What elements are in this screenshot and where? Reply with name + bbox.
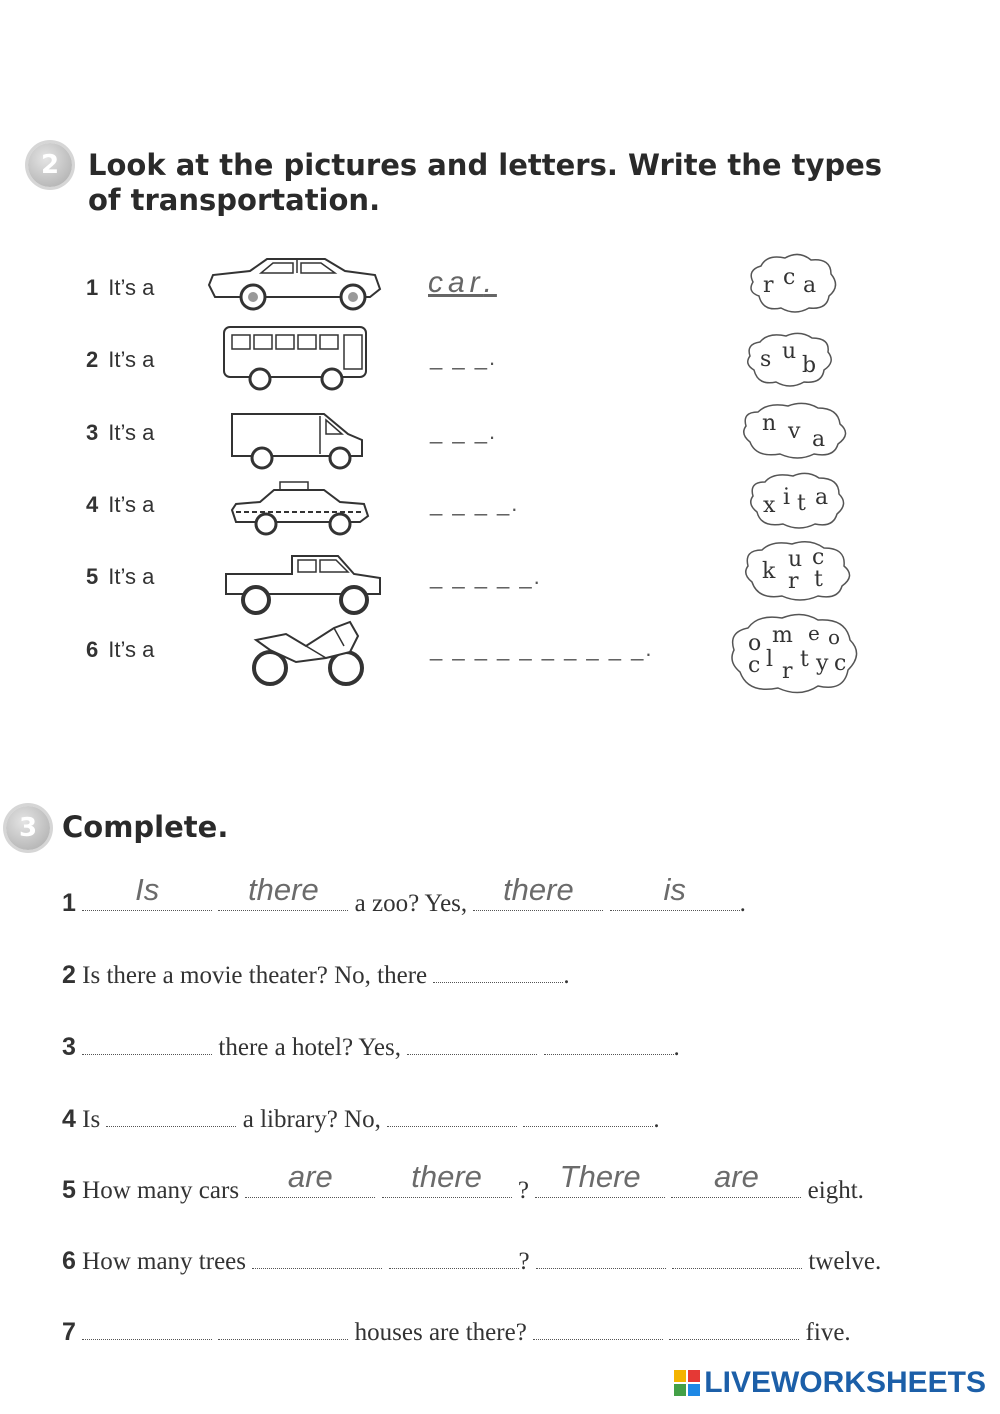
svg-text:a: a: [815, 485, 829, 510]
letter-cloud-6: [726, 612, 866, 700]
q4-blank-1[interactable]: [106, 1102, 236, 1127]
row-3-label: 3 It’s a: [86, 420, 155, 445]
svg-text:t: t: [800, 647, 809, 672]
row-1-answer: car.: [428, 266, 497, 299]
section-2-title: [88, 148, 882, 218]
svg-text:a: a: [812, 427, 826, 452]
q3-blank-1[interactable]: [82, 1030, 212, 1055]
q7-blank-2[interactable]: [218, 1315, 348, 1340]
svg-text:r: r: [788, 569, 799, 594]
svg-text:o: o: [828, 625, 841, 649]
car-icon: [205, 255, 383, 313]
letter-cloud-3: [738, 400, 854, 462]
q5-blank-4[interactable]: are: [671, 1173, 801, 1198]
svg-text:e: e: [808, 621, 820, 645]
q6-blank-3[interactable]: [536, 1244, 666, 1269]
row-4-label: 4 It’s a: [86, 492, 155, 517]
q7-blank-3[interactable]: [533, 1315, 663, 1340]
row-5-blanks[interactable]: _ _ _ _ _.: [430, 564, 542, 589]
van-icon: [228, 406, 368, 470]
svg-text:a: a: [803, 273, 817, 298]
svg-text:c: c: [748, 653, 761, 678]
svg-text:y: y: [816, 651, 829, 676]
svg-text:o: o: [748, 631, 762, 656]
logo-squares-icon: [674, 1370, 700, 1396]
question-7: 7 houses are there? five.: [62, 1315, 851, 1347]
svg-text:x: x: [763, 493, 776, 518]
svg-text:u: u: [788, 547, 803, 572]
q7-blank-4[interactable]: [669, 1315, 799, 1340]
q4-blank-2[interactable]: [387, 1102, 517, 1127]
row-4-blanks[interactable]: _ _ _ _.: [430, 491, 520, 516]
question-5: 5 How many cars are there ? There are eight.: [62, 1159, 864, 1204]
row-3-blanks[interactable]: _ _ _.: [430, 419, 498, 444]
motorcycle-icon: [246, 618, 372, 688]
q1-blank-4[interactable]: is: [610, 886, 740, 911]
q3-blank-3[interactable]: [544, 1030, 674, 1055]
letter-cloud-5: [740, 538, 858, 604]
svg-text:m: m: [772, 623, 793, 648]
svg-text:v: v: [788, 419, 801, 444]
question-1: 1 Is there a zoo? Yes, there is .: [62, 872, 746, 917]
q6-blank-1[interactable]: [252, 1244, 382, 1269]
bus-icon: [222, 323, 372, 391]
title-line-2: of transportation.: [88, 183, 381, 217]
letter-cloud-1: [745, 252, 841, 318]
taxi-icon: [228, 480, 372, 538]
q6-blank-2[interactable]: [389, 1244, 519, 1269]
question-3: 3 there a hotel? Yes, .: [62, 1030, 680, 1062]
letter-cloud-2: [742, 330, 838, 390]
question-2: 2 Is there a movie theater? No, there .: [62, 958, 570, 990]
svg-text:t: t: [797, 491, 806, 516]
svg-text:c: c: [812, 545, 825, 570]
svg-text:k: k: [762, 559, 776, 584]
section-2-badge: 2: [28, 143, 72, 187]
row-6-label: 6 It’s a: [86, 637, 155, 662]
svg-text:n: n: [762, 411, 777, 436]
row-2-blanks[interactable]: _ _ _.: [430, 345, 498, 370]
q2-blank-1[interactable]: [433, 958, 563, 983]
question-4: 4 Is a library? No, .: [62, 1102, 660, 1134]
svg-text:s: s: [760, 347, 772, 372]
q6-blank-4[interactable]: [672, 1244, 802, 1269]
svg-text:c: c: [783, 265, 796, 290]
row-5-label: 5 It’s a: [86, 564, 155, 589]
q5-blank-3[interactable]: There: [535, 1173, 665, 1198]
svg-text:l: l: [766, 647, 774, 672]
q4-blank-3[interactable]: [523, 1102, 653, 1127]
q5-blank-2[interactable]: there: [382, 1173, 512, 1198]
q7-blank-1[interactable]: [82, 1315, 212, 1340]
truck-icon: [222, 552, 384, 618]
svg-text:c: c: [834, 651, 847, 676]
row-6-blanks[interactable]: _ _ _ _ _ _ _ _ _ _.: [430, 636, 654, 661]
section-3-badge: 3: [6, 806, 50, 850]
liveworksheets-logo[interactable]: LIVEWORKSHEETS: [674, 1366, 986, 1400]
row-1-label: 1 It’s a: [86, 275, 155, 300]
q1-blank-2[interactable]: there: [218, 886, 348, 911]
svg-text:r: r: [782, 659, 793, 684]
svg-text:b: b: [802, 353, 817, 378]
question-6: 6 How many trees ? twelve.: [62, 1244, 881, 1276]
q5-blank-1[interactable]: are: [245, 1173, 375, 1198]
svg-text:t: t: [814, 567, 823, 592]
section-3-title: Complete.: [62, 810, 229, 844]
q1-blank-3[interactable]: there: [473, 886, 603, 911]
row-2-label: 2 It’s a: [86, 347, 155, 372]
q3-blank-2[interactable]: [407, 1030, 537, 1055]
svg-text:u: u: [782, 339, 797, 364]
letter-cloud-4: [745, 470, 851, 532]
title-line-1: Look at the pictures and letters. Write the types: [88, 148, 883, 182]
q1-blank-1[interactable]: Is: [82, 886, 212, 911]
svg-text:i: i: [783, 485, 791, 510]
svg-text:r: r: [763, 273, 774, 298]
